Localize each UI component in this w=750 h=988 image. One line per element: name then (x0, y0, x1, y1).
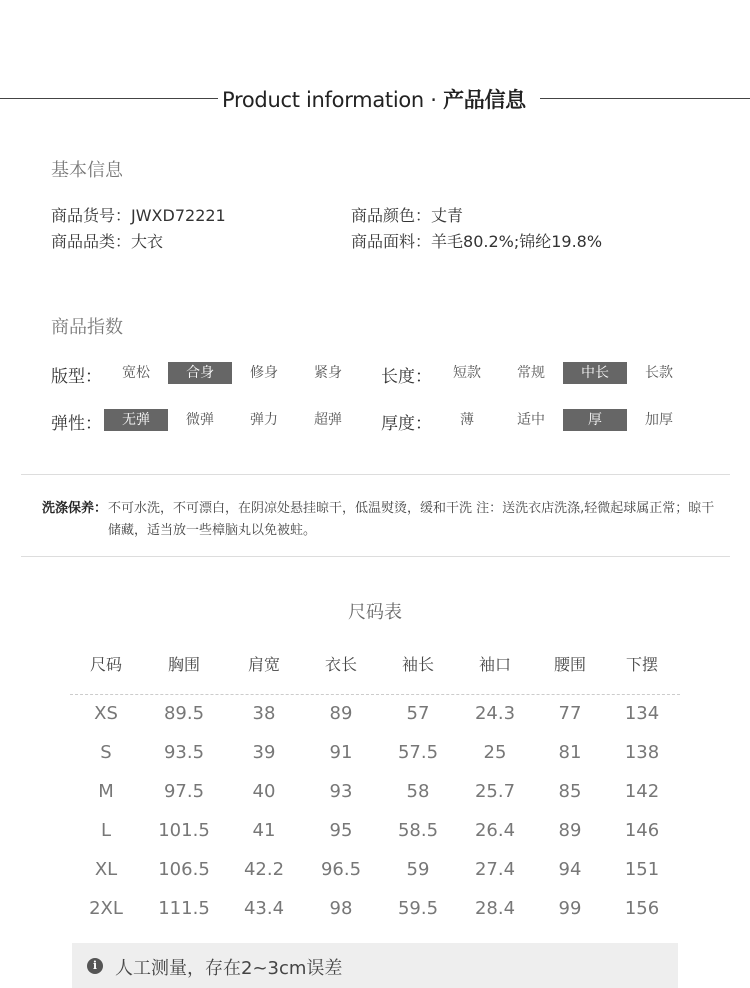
size-label-cell: L (100, 820, 112, 841)
title-divider-right (540, 98, 750, 99)
info-label: 商品货号： (51, 206, 132, 225)
size-header-divider (70, 694, 680, 695)
index-label-fit: 版型： (51, 367, 102, 387)
page-title (222, 84, 526, 114)
index-option: 加厚 (645, 412, 673, 428)
size-value-cell: 26.4 (474, 820, 516, 841)
index-option: 薄 (460, 412, 474, 428)
size-value-cell: 95 (329, 820, 353, 841)
index-option: 微弹 (186, 412, 214, 428)
info-icon: i (87, 958, 103, 974)
index-option: 厚 (563, 409, 627, 431)
info-value: 丈青 (431, 206, 464, 225)
note-text: 人工测量，存在2~3cm误差 (115, 958, 343, 979)
index-label-length: 长度： (381, 367, 432, 387)
size-value-cell: 39 (252, 742, 276, 763)
size-value-cell: 98 (329, 898, 353, 919)
basic-info-heading: 基本信息 (51, 160, 123, 181)
title-en: Product information (222, 88, 424, 112)
title-cn: 产品信息 (443, 88, 526, 112)
index-label-elasticity: 弹性： (51, 414, 102, 434)
size-value-cell: 96.5 (320, 859, 362, 880)
size-value-cell: 25.7 (474, 781, 516, 802)
care-text: 不可水洗，不可漂白，在阴凉处悬挂晾干，低温熨烫，缓和干洗 注：送洗衣店洗涤,轻微起球属正常；晾干储藏，适当放一些樟脑丸以免被蛀。 (108, 501, 715, 538)
product-info-title (0, 84, 750, 114)
index-row-2 (51, 409, 711, 434)
size-header-cell: 袖长 (401, 655, 434, 674)
size-label-cell: XS (94, 703, 118, 724)
index-option: 修身 (250, 365, 278, 381)
size-value-cell: 77 (558, 703, 582, 724)
size-header-cell: 胸围 (167, 655, 200, 674)
title-divider-left (0, 98, 218, 99)
divider-top (21, 474, 730, 475)
info-value: 羊毛80.2%;锦纶19.8% (431, 232, 603, 251)
info-value: 大衣 (131, 232, 164, 251)
index-option: 紧身 (314, 365, 342, 381)
size-value-cell: 59 (406, 859, 430, 880)
size-value-cell: 42.2 (243, 859, 285, 880)
index-option: 适中 (517, 412, 545, 428)
table-row (70, 703, 680, 733)
info-value: JWXD72221 (131, 206, 226, 225)
info-item-color (351, 203, 463, 226)
care-label: 洗涤保养： (42, 501, 108, 516)
info-label: 商品面料： (351, 232, 432, 251)
size-header-cell: 肩宽 (247, 655, 280, 674)
size-value-cell: 89.5 (163, 703, 205, 724)
size-value-cell: 25 (483, 742, 507, 763)
size-value-cell: 91 (329, 742, 353, 763)
divider-bottom (21, 556, 730, 557)
size-value-cell: 101.5 (158, 820, 210, 841)
index-label-thickness: 厚度： (381, 414, 432, 434)
size-value-cell: 97.5 (163, 781, 205, 802)
size-value-cell: 156 (624, 898, 660, 919)
size-value-cell: 99 (558, 898, 582, 919)
index-option: 无弹 (104, 409, 168, 431)
size-value-cell: 142 (624, 781, 660, 802)
size-value-cell: 146 (624, 820, 660, 841)
table-row (70, 781, 680, 811)
size-header-cell: 尺码 (89, 655, 122, 674)
size-value-cell: 93.5 (163, 742, 205, 763)
size-value-cell: 40 (252, 781, 276, 802)
index-row-1 (51, 362, 711, 387)
table-row (70, 859, 680, 889)
index-option: 宽松 (122, 365, 150, 381)
index-option: 合身 (168, 362, 232, 384)
info-item-fabric (351, 229, 602, 252)
size-header-cell: 下摆 (625, 655, 658, 674)
index-option: 短款 (453, 365, 481, 381)
size-value-cell: 27.4 (474, 859, 516, 880)
product-index-heading: 商品指数 (51, 317, 123, 338)
size-value-cell: 106.5 (158, 859, 210, 880)
size-value-cell: 89 (329, 703, 353, 724)
size-chart-title: 尺码表 (348, 602, 402, 623)
info-label: 商品颜色： (351, 206, 432, 225)
size-header-cell: 袖口 (478, 655, 511, 674)
size-label-cell: M (98, 781, 114, 802)
size-table-header (70, 652, 680, 682)
size-value-cell: 59.5 (397, 898, 439, 919)
title-separator: · (423, 88, 444, 112)
size-value-cell: 41 (252, 820, 276, 841)
size-value-cell: 134 (624, 703, 660, 724)
index-option: 常规 (517, 365, 545, 381)
info-label: 商品品类： (51, 232, 132, 251)
size-value-cell: 151 (624, 859, 660, 880)
index-option: 超弹 (314, 412, 342, 428)
size-value-cell: 57 (406, 703, 430, 724)
size-header-cell: 衣长 (324, 655, 357, 674)
size-value-cell: 81 (558, 742, 582, 763)
size-value-cell: 93 (329, 781, 353, 802)
size-label-cell: S (100, 742, 112, 763)
size-value-cell: 38 (252, 703, 276, 724)
size-value-cell: 43.4 (243, 898, 285, 919)
size-header-cell: 腰围 (553, 655, 586, 674)
table-row (70, 742, 680, 772)
size-value-cell: 85 (558, 781, 582, 802)
size-value-cell: 138 (624, 742, 660, 763)
size-label-cell: XL (94, 859, 118, 880)
size-value-cell: 24.3 (474, 703, 516, 724)
size-value-cell: 111.5 (158, 898, 210, 919)
info-item-sku (51, 203, 226, 226)
size-value-cell: 28.4 (474, 898, 516, 919)
size-value-cell: 94 (558, 859, 582, 880)
measurement-note (72, 943, 678, 988)
size-value-cell: 89 (558, 820, 582, 841)
index-option: 长款 (645, 365, 673, 381)
size-value-cell: 57.5 (397, 742, 439, 763)
table-row (70, 820, 680, 850)
info-item-category (51, 229, 163, 252)
size-value-cell: 58 (406, 781, 430, 802)
table-row (70, 898, 680, 928)
size-label-cell: 2XL (89, 898, 123, 919)
size-value-cell: 58.5 (397, 820, 439, 841)
index-option: 弹力 (250, 412, 278, 428)
index-option: 中长 (563, 362, 627, 384)
